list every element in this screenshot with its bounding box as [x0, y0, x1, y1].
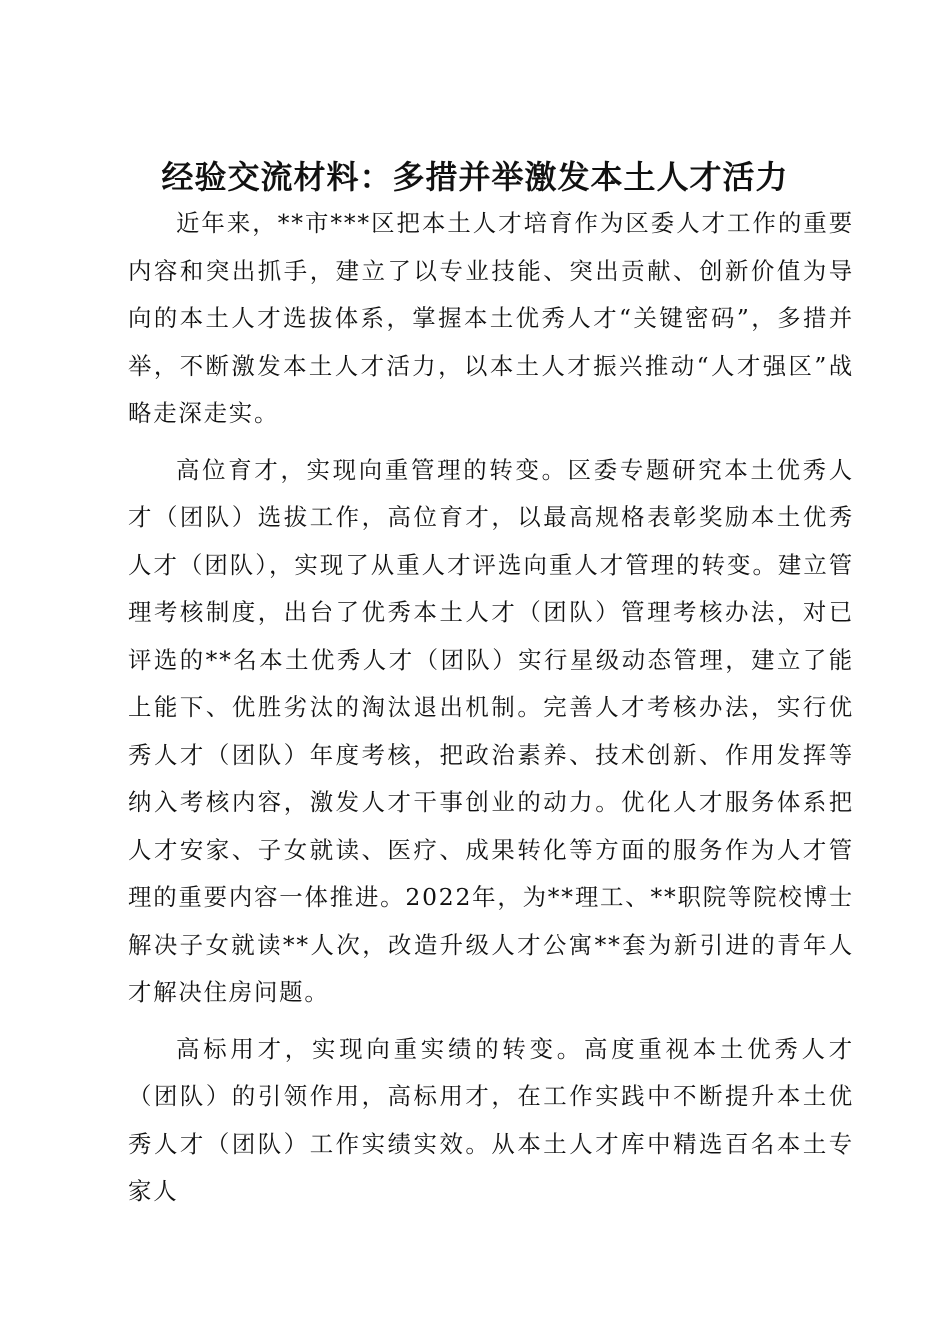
paragraph-talent-management: 高位育才，实现向重管理的转变。区委专题研究本土优秀人才（团队）选拔工作，高位育才，以最高规格表彰奖励本土优秀人才（团队），实现了从重人才评选向重人才管理的转变。建立管理考核制度，出台了优秀本土人才（团队）管理考核办法，对已评选的**名本土优秀人才（团队）实行星级动态管理，建立了能上能下、优胜劣汰的淘汰退出机制。完善人才考核办法，实行优秀人才（团队）年度考核，把政治素养、技术创新、作用发挥等纳入考核内容，激发人才干事创业的动力。优化人才服务体系把人才安家、子女就读、医疗、成果转化等方面的服务作为人才管理的重要内容一体推进。2022年，为**理工、**职院等院校博士解决子女就读**人次，改造升级人才公寓**套为新引进的青年人才解决住房问题。: [128, 455, 854, 1006]
paragraph-talent-performance: 高标用才，实现向重实绩的转变。高度重视本土优秀人才（团队）的引领作用，高标用才，在工作实践中不断提升本土优秀人才（团队）工作实绩实效。从本土人才库中精选百名本土专家人: [128, 1034, 854, 1205]
document-title: 经验交流材料：多措并举激发本土人才活力: [161, 158, 789, 196]
document-body: [128, 200, 854, 1225]
paragraph-intro: 近年来，**市***区把本土人才培育作为区委人才工作的重要内容和突出抓手，建立了以专业技能、突出贡献、创新价值为导向的本土人才选拔体系，掌握本土优秀人才“关键密码”，多措并举，不断激发本土人才活力，以本土人才振兴推动“人才强区”战略走深走实。: [128, 209, 854, 427]
